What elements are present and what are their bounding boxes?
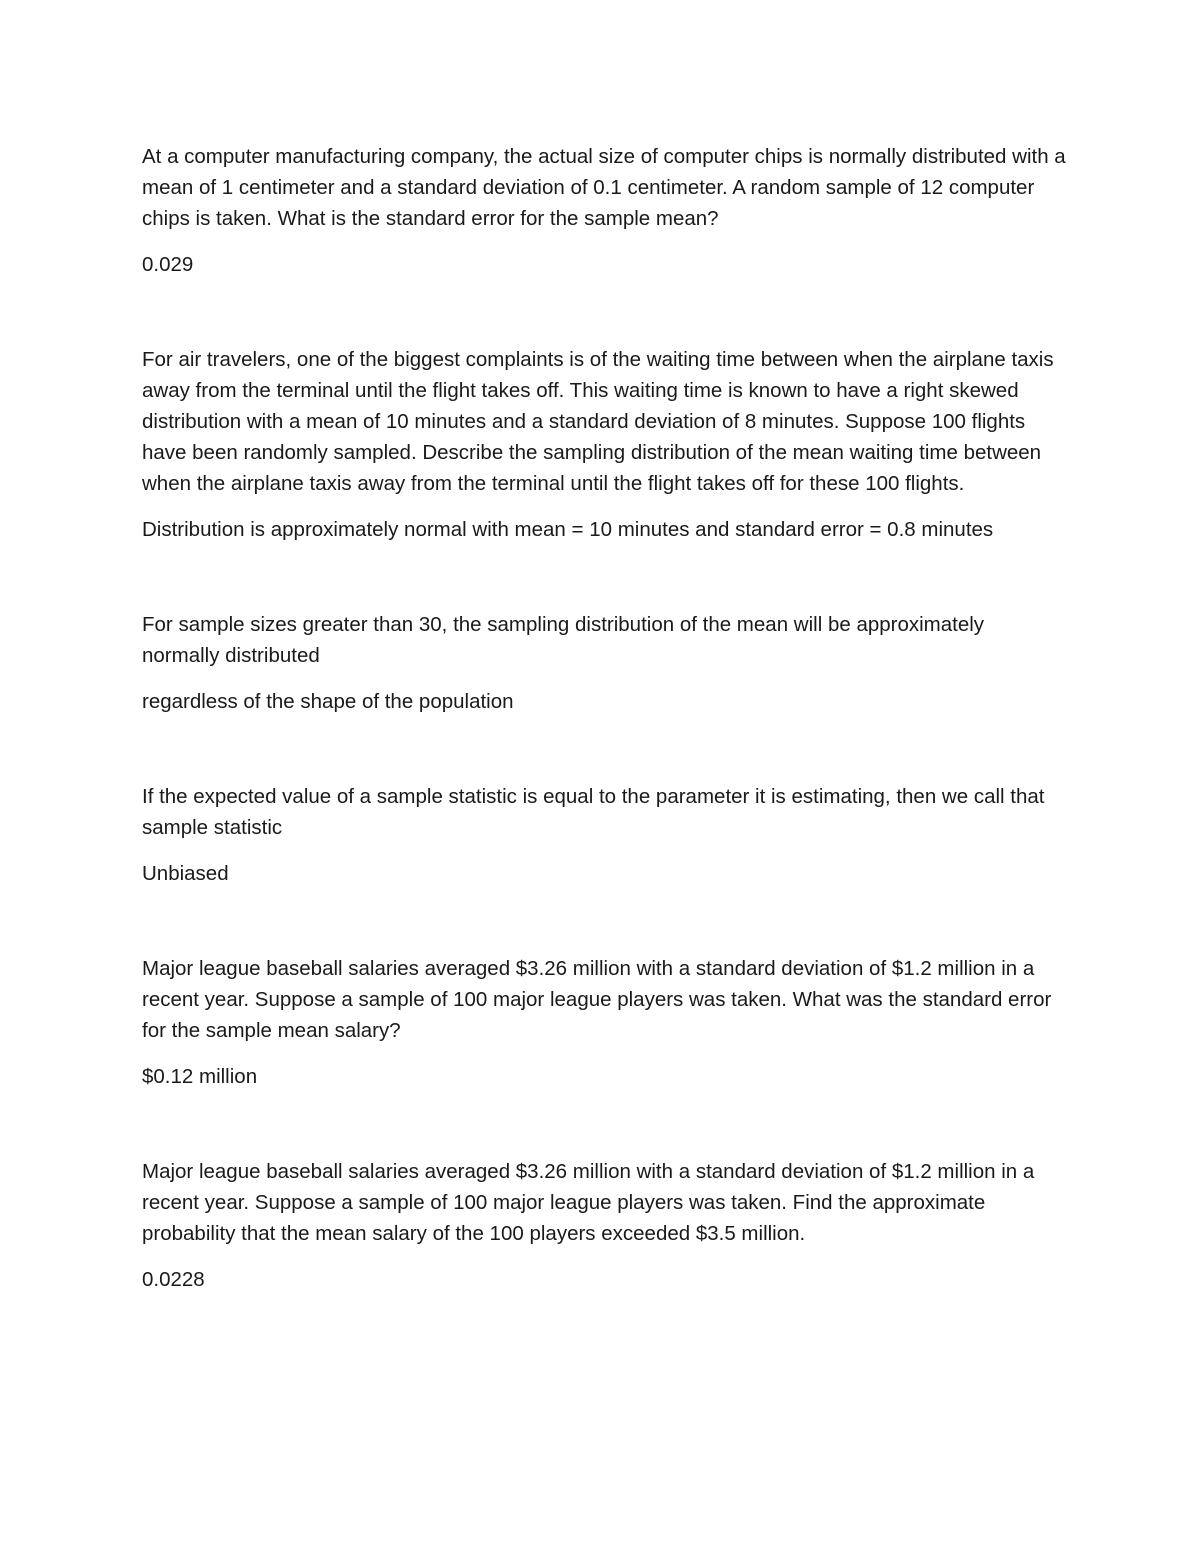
question-text: If the expected value of a sample statistic is equal to the parameter it is estimating, then we call that sample statistic: [142, 785, 1045, 839]
answer-text: $0.12 million: [142, 1065, 258, 1088]
answer-text: regardless of the shape of the population: [142, 690, 514, 713]
question-text: For air travelers, one of the biggest complaints is of the waiting time between when the airplane taxis away from the terminal until the flight takes off. This waiting time is known to have a right skewed distribution with a mean of 10 minutes and a standard deviation of 8 minutes. Suppose 100 flights have been randomly sampled. Describe the sampling distribution of the mean waiting time between when the airplane taxis away from the terminal until the flight takes off for these 100 flights.: [142, 348, 1054, 495]
qa-block-3: [142, 609, 1067, 717]
answer-text: 0.029: [142, 253, 194, 276]
question-text: At a computer manufacturing company, the actual size of computer chips is normally distributed with a mean of 1 centimeter and a standard deviation of 0.1 centimeter. A random sample of 12 computer chips is taken. What is the standard error for the sample mean?: [142, 145, 1066, 230]
qa-block-1: [142, 141, 1067, 280]
qa-block-2: [142, 344, 1067, 545]
answer-text: 0.0228: [142, 1268, 205, 1291]
answer-text: Distribution is approximately normal with mean = 10 minutes and standard error = 0.8 minutes: [142, 518, 994, 541]
answer-text: Unbiased: [142, 862, 229, 885]
qa-block-4: [142, 781, 1067, 889]
qa-block-6: [142, 1156, 1067, 1295]
question-text: Major league baseball salaries averaged $3.26 million with a standard deviation of $1.2 million in a recent year. Suppose a sample of 100 major league players was taken. What was the standard error for the sample mean salary?: [142, 957, 1052, 1042]
question-text: Major league baseball salaries averaged $3.26 million with a standard deviation of $1.2 million in a recent year. Suppose a sample of 100 major league players was taken. Find the approximate probability that the mean salary of the 100 players exceeded $3.5 million.: [142, 1160, 1035, 1245]
question-text: For sample sizes greater than 30, the sampling distribution of the mean will be approximately normally distributed: [142, 613, 985, 667]
qa-block-5: [142, 953, 1067, 1092]
document-body: [142, 141, 1067, 1295]
